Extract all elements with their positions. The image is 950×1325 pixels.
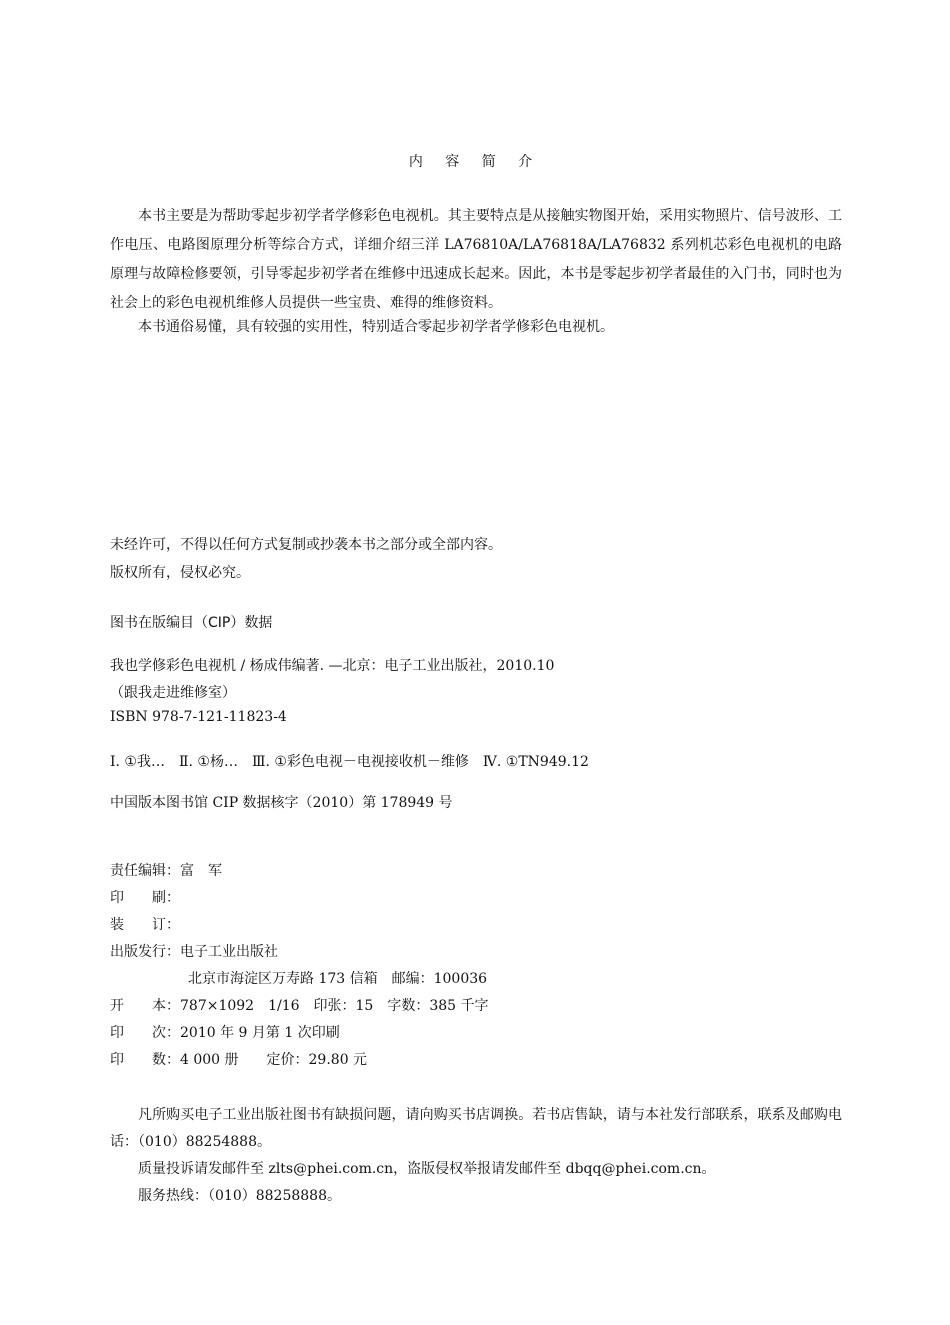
pub-format-row [110,995,489,1015]
cip-title: 图书在版编目（CIP）数据 [110,615,273,631]
pub-editor-row [110,860,222,880]
summary-paragraph-1-text: 本书主要是为帮助零起步初学者学修彩色电视机。其主要特点是从接触实物图开始，采用实物照片、信号波形、工作电压、电路图原理分析等综合方式，详细介绍三洋 LA76810A/LA76818A/LA76832 系列机芯彩色电视机的电路原理与故障检修要领，引导零起步初学者在维修中迅速成长起来。因此，本书是零起步初学者最佳的入门书，同时也为社会上的彩色电视机维修人员提供一些宝贵、难得的维修资料。 [110,208,842,311]
pub-count-label: 印 数： [110,1052,180,1068]
pub-publisher-row [110,941,278,961]
pub-editor-value: 富 军 [180,863,222,879]
notice-exchange [110,1102,842,1156]
notice-hotline [110,1183,842,1210]
pub-count-row [110,1049,367,1069]
pub-edition-label: 印 次： [110,1025,180,1041]
notice-complaint [110,1156,842,1183]
pub-edition-row [110,1022,340,1042]
cip-series: （跟我走进维修室） [110,685,236,701]
pub-format-label: 开 本： [110,998,180,1014]
pub-format-value: 787×1092 1/16 印张：15 字数：385 千字 [180,998,489,1014]
notice-exchange-text: 凡所购买电子工业出版社图书有缺损问题，请向购买书店调换。若书店售缺，请与本社发行部联系，联系及邮购电话：（010）88254888。 [110,1107,842,1150]
notice-complaint-text: 质量投诉请发邮件至 zlts@phei.com.cn，盗版侵权举报请发邮件至 dbqq@phei.com.cn。 [138,1161,716,1177]
pub-bind-row [110,914,180,934]
cip-cn-record: 中国版本图书馆 CIP 数据核字（2010）第 178949 号 [110,795,453,811]
copyright-reserved: 版权所有，侵权必究。 [110,565,250,581]
pub-edition-value: 2010 年 9 月第 1 次印刷 [180,1025,340,1041]
cip-classification: Ⅰ. ①我… Ⅱ. ①杨… Ⅲ. ①彩色电视－电视接收机－维修 Ⅳ. ①TN949.12 [110,754,589,770]
pub-publisher-value: 电子工业出版社 [180,944,278,960]
summary-title: 内 容 简 介 [408,154,542,170]
pub-count-value: 4 000 册 定价：29.80 元 [180,1052,368,1068]
copyright-notice: 未经许可，不得以任何方式复制或抄袭本书之部分或全部内容。 [110,537,502,553]
pub-bind-label: 装 订： [110,917,180,933]
pub-print-row [110,887,180,907]
summary-paragraph-2-text: 本书通俗易懂，具有较强的实用性，特别适合零起步初学者学修彩色电视机。 [138,319,614,335]
summary-paragraph-1 [110,202,842,318]
pub-address: 北京市海淀区万寿路 173 信箱 邮编：100036 [188,971,488,987]
pub-editor-label: 责任编辑： [110,863,180,879]
cip-book-line: 我也学修彩色电视机 / 杨成伟编著. —北京：电子工业出版社，2010.10 [110,658,555,674]
summary-paragraph-2 [110,313,842,342]
cip-isbn: ISBN 978-7-121-11823-4 [110,709,287,725]
notice-hotline-text: 服务热线：（010）88258888。 [138,1188,341,1204]
pub-publisher-label: 出版发行： [110,944,180,960]
pub-print-label: 印 刷： [110,890,180,906]
